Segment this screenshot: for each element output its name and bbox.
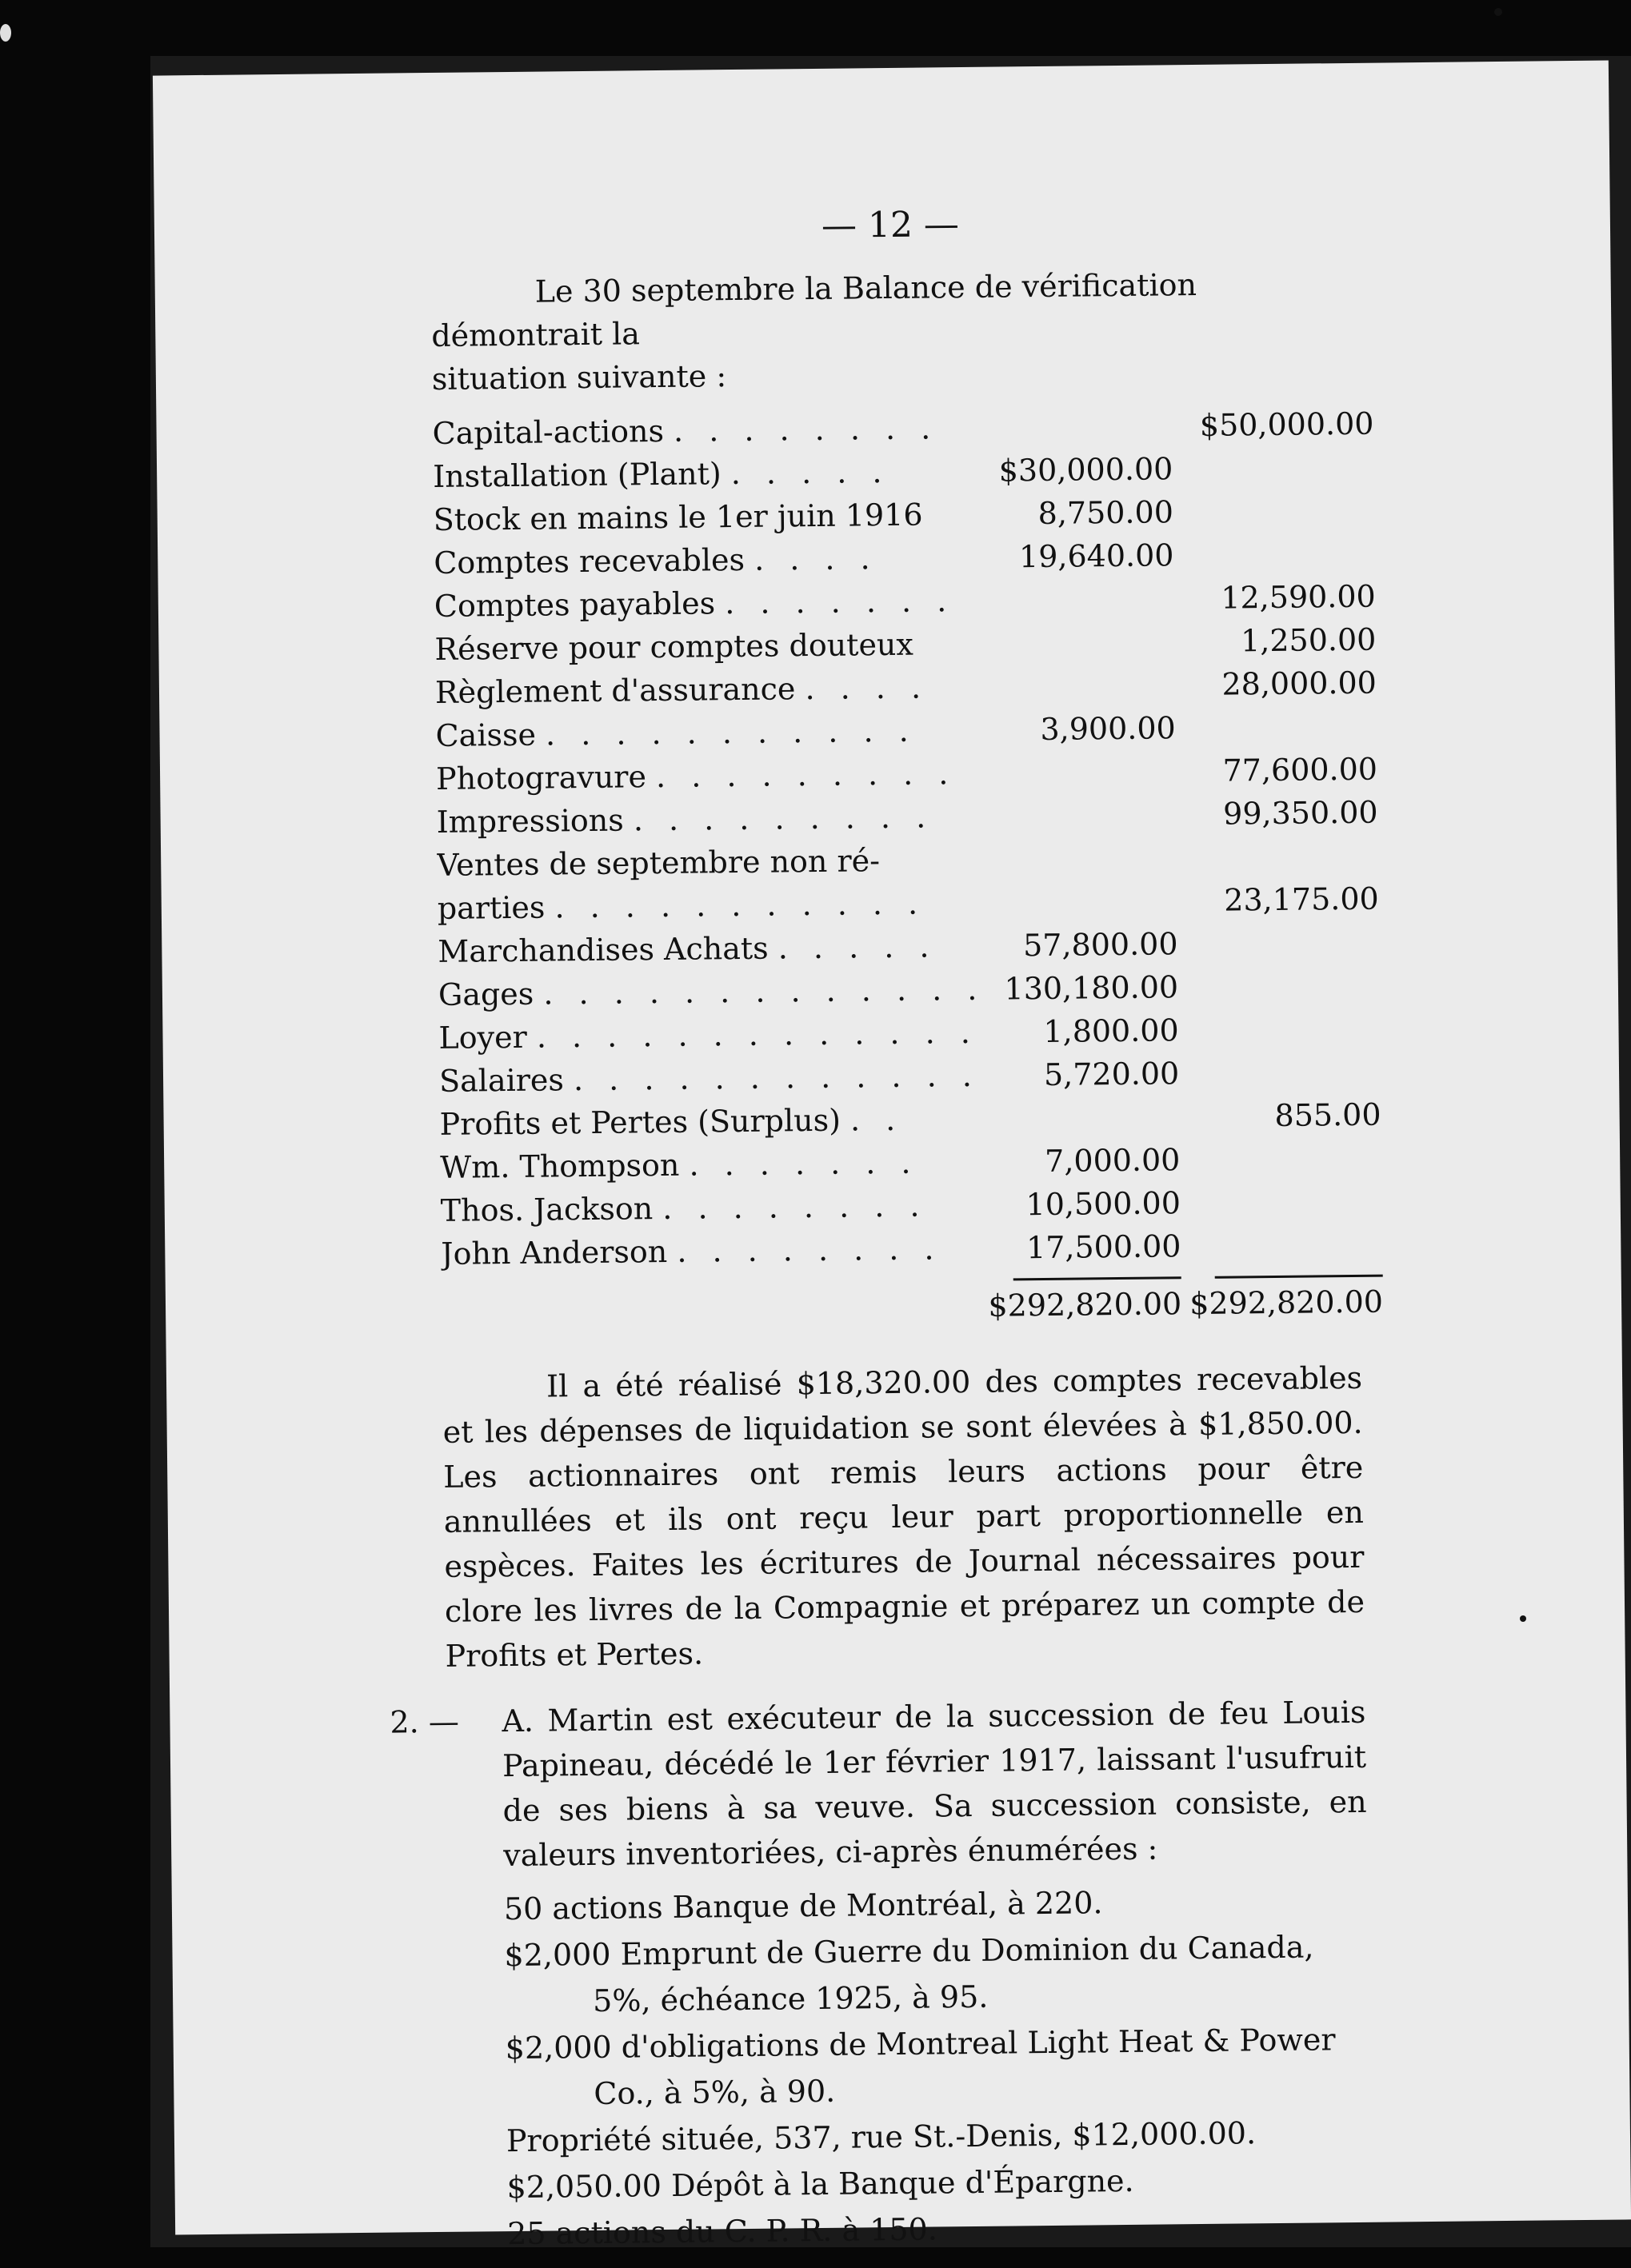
credit-amount <box>1185 920 1387 966</box>
intro-line-2: situation suivante : <box>431 358 727 397</box>
debit-amount <box>982 749 1184 795</box>
account-label: Installation (Plant) <box>432 456 722 494</box>
debit-amount <box>981 663 1183 709</box>
account-label: Comptes recevables <box>434 541 746 581</box>
debit-amount: 10,500.00 <box>1025 1185 1181 1223</box>
account-label: Profits et Pertes (Surplus) <box>439 1102 841 1142</box>
account-label: John Anderson <box>441 1233 668 1272</box>
leader-dots: . . . . . . . . <box>673 410 939 449</box>
account-label: parties <box>437 889 546 926</box>
total-row <box>442 1276 1391 1332</box>
debit-amount: 8,750.00 <box>1037 494 1174 532</box>
credit-amount <box>1183 705 1385 750</box>
leader-dots: . . . . <box>754 541 878 577</box>
debit-amount: 3,900.00 <box>1040 710 1176 748</box>
debit-amount: 5,720.00 <box>1043 1056 1180 1093</box>
credit-amount <box>1189 1179 1390 1224</box>
account-name <box>439 1054 986 1103</box>
credit-amount: 77,600.00 <box>1222 751 1378 789</box>
account-name <box>435 709 982 757</box>
credit-amount: 855.00 <box>1274 1096 1381 1133</box>
account-name <box>434 622 981 671</box>
estate-item: Propriété située, 537, rue St.-Denis, $12,000.00. <box>506 2115 1257 2159</box>
account-name <box>438 924 985 973</box>
credit-amount <box>1181 489 1383 534</box>
debit-amount <box>983 836 1185 881</box>
credit-amount: 1,250.00 <box>1240 621 1377 659</box>
account-label: Réserve pour comptes douteux <box>434 626 914 667</box>
account-name <box>436 752 983 801</box>
estate-items-list <box>504 1877 1372 2257</box>
account-name <box>441 1184 988 1232</box>
scan-mark <box>0 24 11 42</box>
estate-item: 50 actions Banque de Montréal, à 220. <box>503 1885 1103 1927</box>
debit-amount: 7,000.00 <box>1044 1142 1181 1179</box>
leader-dots: . . . . . . . . . <box>633 799 934 838</box>
credit-amount <box>1188 1136 1389 1181</box>
scan-speck <box>1520 1615 1526 1622</box>
leader-dots: . . . . . . . . . . . <box>554 885 926 925</box>
leader-dots: . . . . . <box>730 453 890 492</box>
scan-speck <box>1494 8 1502 16</box>
problem-2-text: A. Martin est exécuteur de la succession de feu Louis Papineau, décédé le 1er février 1917, laissant l'usufruit de ses biens à sa veuve. Sa succession consiste, en valeurs inventoriées, ci-après énumérées : <box>502 1694 1367 1874</box>
leader-dots: . . . . . . . <box>689 1144 919 1183</box>
account-label: Thos. Jackson <box>440 1191 654 1228</box>
debit-amount: 19,640.00 <box>1018 537 1174 575</box>
debit-amount: $30,000.00 <box>998 451 1173 489</box>
credit-amount: 28,000.00 <box>1221 665 1377 702</box>
account-label: Ventes de septembre non ré- <box>437 843 881 883</box>
debit-amount: 1,800.00 <box>1043 1012 1179 1050</box>
account-label: Salaires <box>438 1062 565 1099</box>
problem-number: 2. — <box>390 1703 460 1740</box>
debit-amount: 17,500.00 <box>1025 1228 1181 1266</box>
credit-amount <box>1186 1006 1388 1052</box>
estate-item: $2,000 d'obligations de Montreal Light Heat & Power Co., à 5%, à 90. <box>505 2022 1336 2111</box>
credit-amount <box>1185 834 1386 880</box>
debit-amount <box>979 404 1181 449</box>
account-name <box>439 1097 986 1146</box>
account-label: Caisse <box>435 717 537 753</box>
leader-dots: . . . . . . . . <box>677 1231 942 1269</box>
account-name <box>433 449 980 498</box>
leader-dots: . . . . . . . . . . . . . <box>536 1014 979 1055</box>
credit-amount <box>1186 963 1388 1008</box>
account-label: Marchandises Achats <box>438 930 769 969</box>
leader-dots: . . . . . . . . . . . <box>545 713 917 753</box>
credit-amount <box>1181 532 1383 577</box>
page-number: — 12 — <box>821 204 960 246</box>
credit-total: $292,820.00 <box>1189 1284 1384 1322</box>
debit-amount <box>984 879 1185 924</box>
leader-dots: . . . . <box>805 669 929 707</box>
debit-amount <box>983 793 1185 838</box>
credit-amount <box>1189 1222 1390 1268</box>
account-label: Règlement d'assurance <box>434 671 796 710</box>
credit-amount: 99,350.00 <box>1222 794 1378 832</box>
account-label: Impressions <box>436 802 624 840</box>
page-content <box>390 199 1384 2258</box>
problem-2 <box>390 1690 1371 2258</box>
leader-dots: . . . . . <box>778 928 937 966</box>
account-label: Comptes payables <box>434 585 716 624</box>
trial-balance-table <box>432 402 1391 1333</box>
account-label: Photogravure <box>435 759 647 797</box>
debit-total: $292,820.00 <box>988 1286 1182 1324</box>
credit-amount <box>1187 1049 1389 1095</box>
trial-balance-body <box>432 402 1390 1276</box>
account-name <box>436 795 983 844</box>
account-name <box>440 1140 987 1189</box>
debit-amount <box>981 577 1182 622</box>
estate-item: 25 actions du C. P. R. à 150. <box>506 2211 938 2252</box>
liquidation-paragraph: Il a été réalisé $18,320.00 des comptes recevables et les dépenses de liquidation se sont élevées à $1,850.00. Les actionnaires ont remis leurs actions pour être annullées et ils ont reçu leur part proportionnelle en espèces. Faites les écritures de Journal nécessaires pour clore les livres de la Compagnie et préparez un compte de Profits et Pertes. <box>442 1360 1365 1674</box>
credit-amount: 12,590.00 <box>1221 578 1376 616</box>
debit-amount <box>981 620 1183 665</box>
leader-dots: . . . . . . . . . . . . . <box>543 971 985 1012</box>
account-name <box>434 579 981 628</box>
credit-amount: $50,000.00 <box>1199 405 1374 443</box>
account-name <box>438 968 985 1016</box>
leader-dots: . . . . . . . . . . . . <box>573 1057 981 1098</box>
leader-dots: . . . . . . . <box>724 583 955 621</box>
problem-2-statement <box>390 1690 1367 1879</box>
estate-item: $2,000 Emprunt de Guerre du Dominion du Canada, 5%, échéance 1925, à 95. <box>504 1929 1314 2018</box>
account-name <box>437 838 984 887</box>
account-name <box>441 1227 988 1276</box>
estate-item: $2,050.00 Dépôt à la Banque d'Épargne. <box>506 2162 1134 2206</box>
account-label: Loyer <box>438 1019 527 1056</box>
credit-amount <box>1181 445 1382 491</box>
account-name <box>433 493 980 541</box>
account-name <box>435 665 982 714</box>
account-label: Gages <box>438 976 534 1012</box>
intro-line: Le 30 septembre la Balance de vérification démontrait la <box>431 266 1197 353</box>
account-label: Capital-actions <box>432 413 665 451</box>
account-name <box>438 1011 985 1060</box>
debit-amount: 130,180.00 <box>1004 969 1179 1007</box>
account-name <box>438 881 985 930</box>
debit-amount: 57,800.00 <box>1022 926 1178 964</box>
debit-amount <box>986 1095 1188 1140</box>
account-label: Stock en mains le 1er juin 1916 <box>433 497 923 537</box>
leader-dots: . . . . . . . . <box>662 1188 928 1227</box>
account-name <box>432 406 979 455</box>
credit-amount: 23,175.00 <box>1224 880 1379 918</box>
leader-dots: . . . . . . . . . <box>655 756 957 795</box>
account-name <box>434 536 981 585</box>
document-page <box>153 61 1631 2252</box>
leader-dots: . . <box>849 1101 904 1138</box>
account-label: Wm. Thompson <box>439 1147 680 1185</box>
